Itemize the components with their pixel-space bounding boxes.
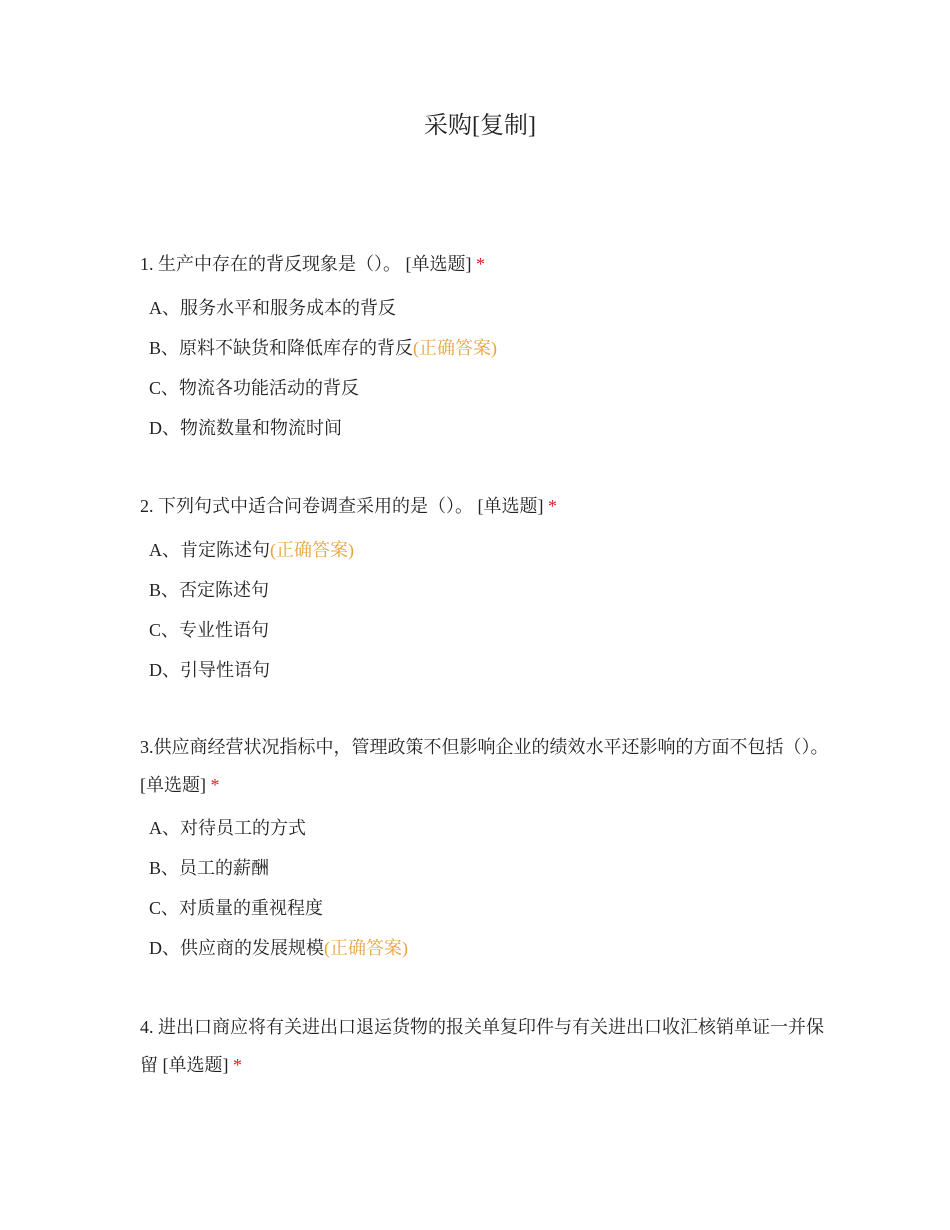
question-stem: 1. 生产中存在的背反现象是（）。 [单选题] xyxy=(140,254,476,274)
option-list xyxy=(140,288,830,448)
option-b[interactable] xyxy=(140,848,830,888)
question-3 xyxy=(140,728,830,968)
option-list xyxy=(140,530,830,690)
option-d[interactable] xyxy=(140,650,830,690)
option-label: B、否定陈述句 xyxy=(149,580,270,600)
option-label: D、引导性语句 xyxy=(149,660,270,680)
option-a[interactable] xyxy=(140,288,830,328)
correct-answer-tag: (正确答案) xyxy=(413,338,498,358)
question-stem: 3.供应商经营状况指标中，管理政策不但影响企业的绩效水平还影响的方面不包括（）。 [单选题] xyxy=(140,737,829,795)
required-mark: * xyxy=(233,1055,242,1075)
option-label: B、员工的薪酬 xyxy=(149,858,270,878)
option-d[interactable] xyxy=(140,928,830,968)
question-text xyxy=(140,728,830,804)
required-mark: * xyxy=(210,775,220,795)
option-label: A、服务水平和服务成本的背反 xyxy=(149,298,396,318)
option-c[interactable] xyxy=(140,368,830,408)
required-mark: * xyxy=(548,496,557,516)
page-title: 采购[复制] xyxy=(424,113,536,139)
option-label: D、物流数量和物流时间 xyxy=(149,418,342,438)
correct-answer-tag: (正确答案) xyxy=(270,540,354,560)
option-c[interactable] xyxy=(140,888,830,928)
option-d[interactable] xyxy=(140,408,830,448)
option-b[interactable] xyxy=(140,570,830,610)
option-a[interactable] xyxy=(140,530,830,570)
option-label: C、专业性语句 xyxy=(149,620,270,640)
option-b[interactable] xyxy=(140,328,830,368)
option-a[interactable] xyxy=(140,808,830,848)
option-label: B、原料不缺货和降低库存的背反 xyxy=(149,338,414,358)
question-stem: 4. 进出口商应将有关进出口退运货物的报关单复印件与有关进出口收汇核销单证一并保留 [单选题] xyxy=(140,1017,824,1075)
question-text xyxy=(140,1008,830,1084)
option-label: D、供应商的发展规模 xyxy=(149,938,324,958)
option-c[interactable] xyxy=(140,610,830,650)
question-text xyxy=(140,245,830,283)
question-4 xyxy=(140,1008,830,1084)
option-label: A、对待员工的方式 xyxy=(149,818,306,838)
question-2 xyxy=(140,487,830,690)
option-label: C、对质量的重视程度 xyxy=(149,898,324,918)
correct-answer-tag: (正确答案) xyxy=(324,938,408,958)
question-1 xyxy=(140,245,830,448)
option-list xyxy=(140,808,830,968)
question-text xyxy=(140,487,830,525)
required-mark: * xyxy=(476,254,485,274)
option-label: C、物流各功能活动的背反 xyxy=(149,378,360,398)
question-stem: 2. 下列句式中适合问卷调查采用的是（）。 [单选题] xyxy=(140,496,548,516)
option-label: A、肯定陈述句 xyxy=(149,540,270,560)
